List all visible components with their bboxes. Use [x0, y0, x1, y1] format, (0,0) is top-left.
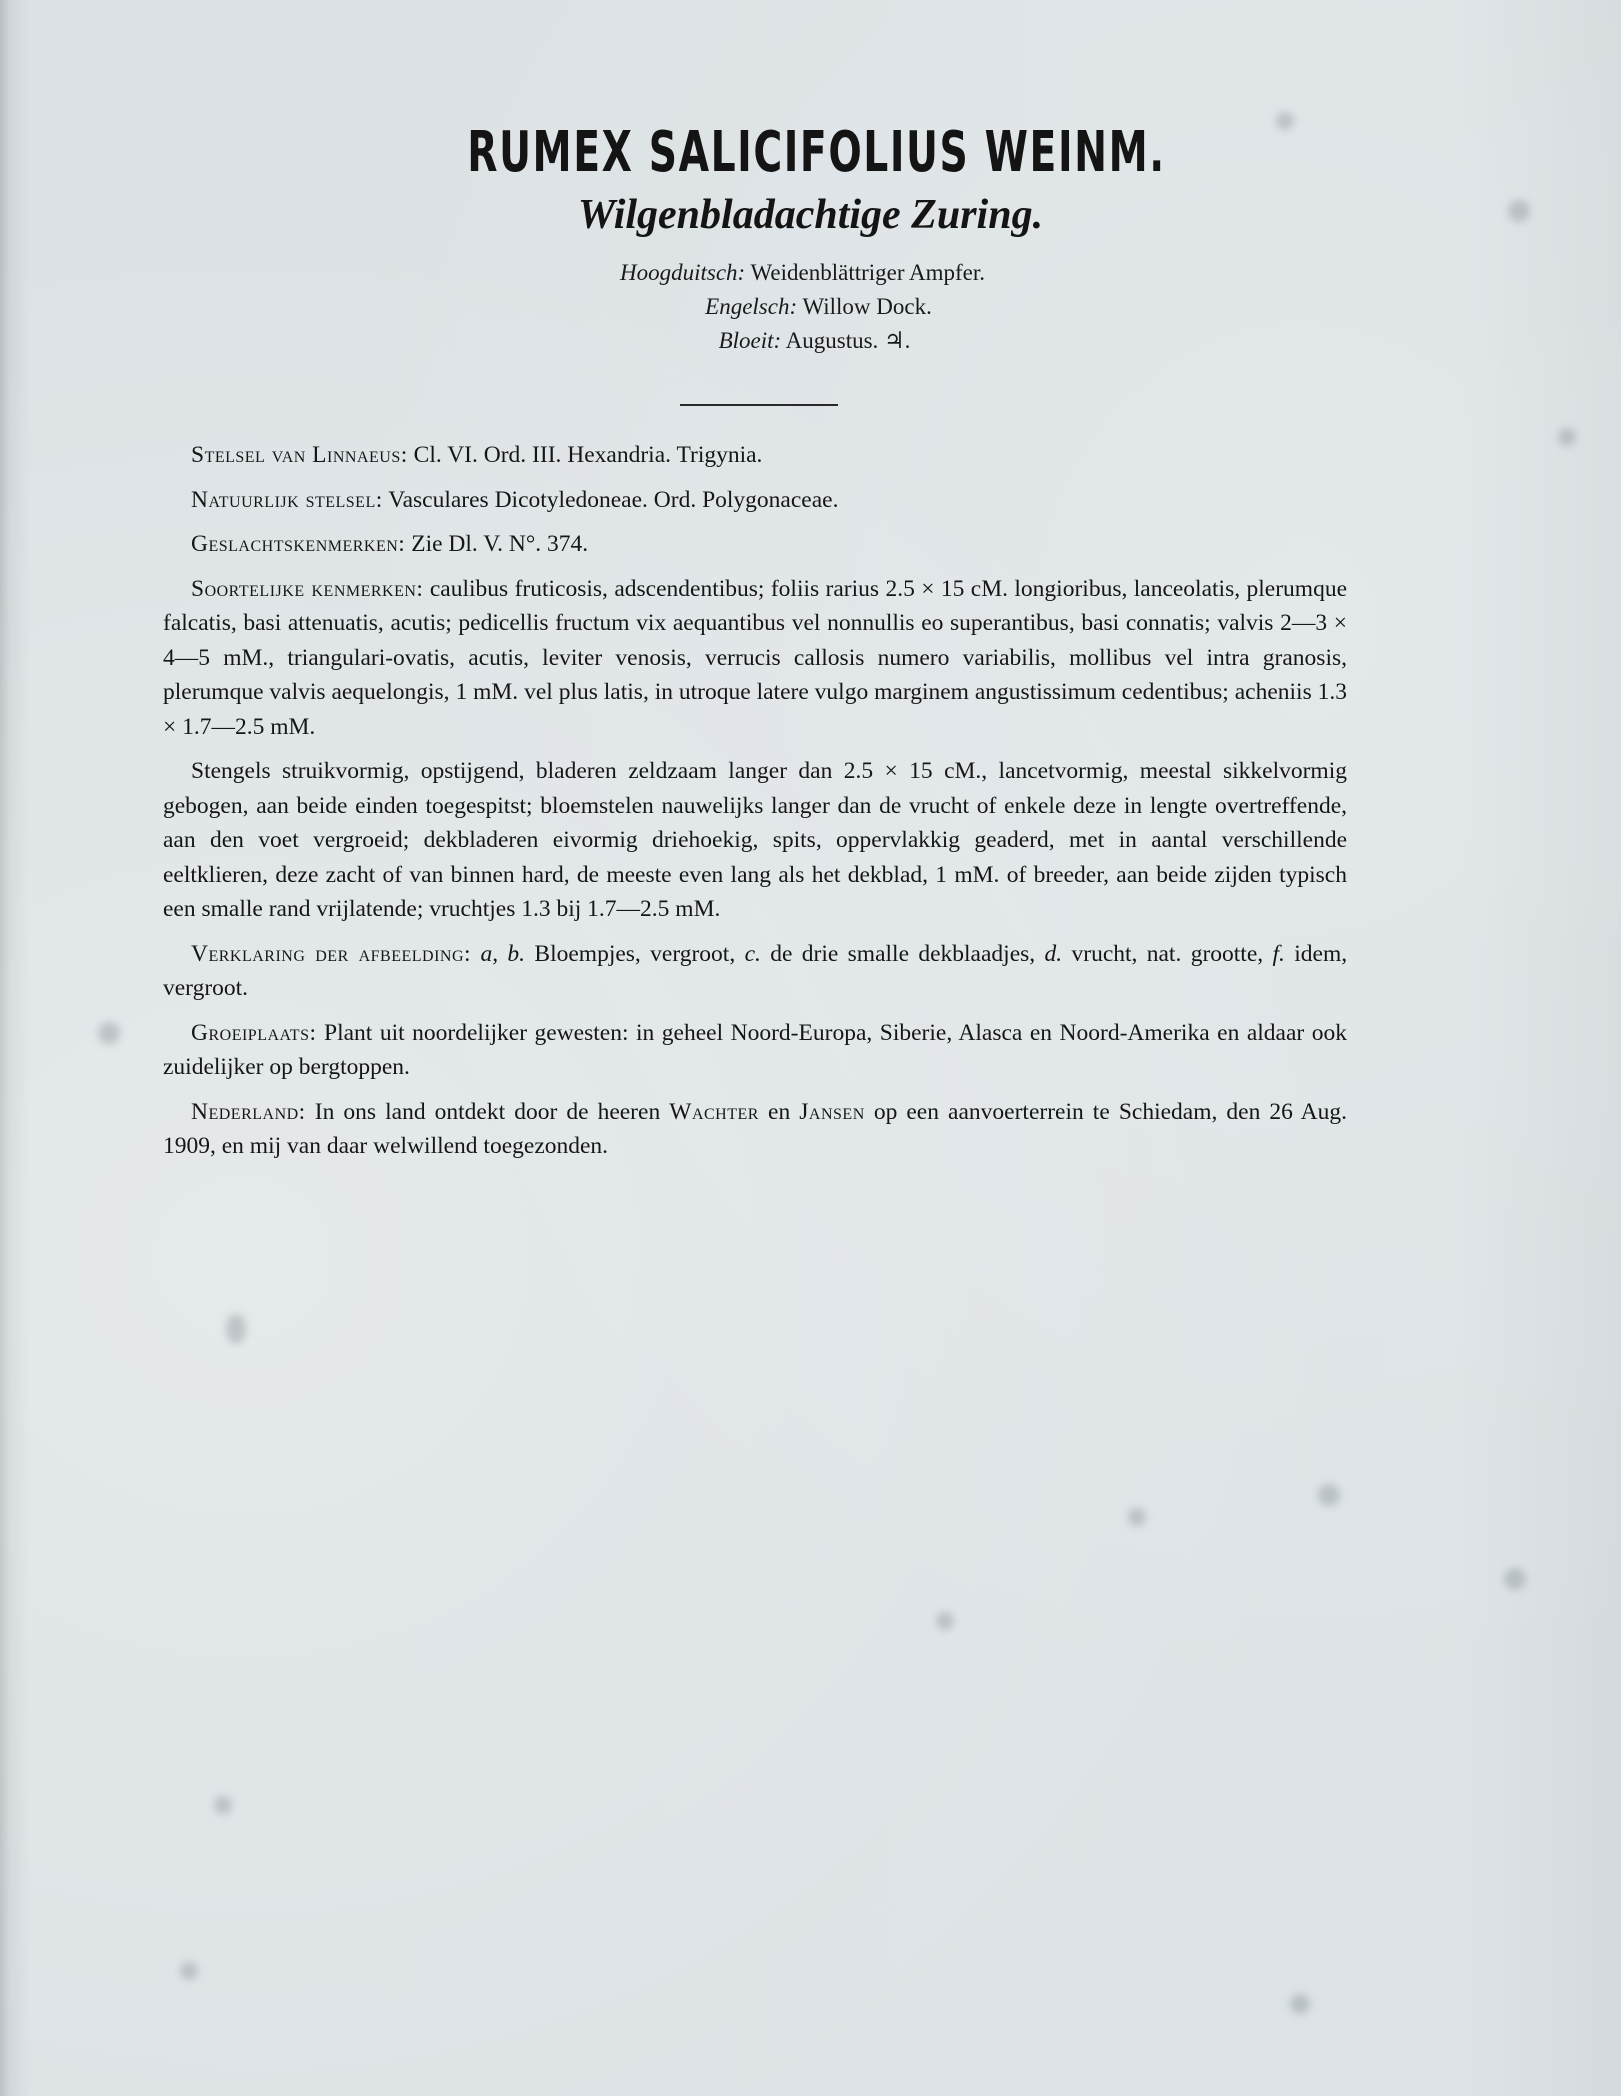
figure-legend-label: Verklaring der afbeelding: — [191, 940, 472, 967]
species-label: Soortelijke kenmerken: — [191, 575, 424, 602]
natural-system-paragraph — [163, 483, 1347, 518]
netherlands-label: Nederland: — [191, 1098, 306, 1125]
paper-spot — [180, 1962, 198, 1980]
species-paragraph — [163, 572, 1347, 745]
genus-text: Zie Dl. V. N°. 374. — [411, 531, 589, 557]
description-body — [163, 438, 1347, 1174]
figure-key-d: d. — [1044, 940, 1063, 967]
paper-spot — [936, 1612, 954, 1630]
flowering-value: Augustus. ♃. — [785, 328, 911, 353]
figure-text-2: de drie smalle dekblaadjes, — [770, 940, 1036, 967]
natural-system-text: Vasculares Dicotyledoneae. Ord. Polygonaceae. — [388, 486, 839, 513]
paper-spot — [1128, 1508, 1146, 1526]
german-label: Hoogduitsch: — [619, 260, 746, 285]
netherlands-text-3: op een aanvoerterrein te Schiedam, den 26 Aug. 1909, en mij van daar welwillend toegezonden. — [163, 1098, 1348, 1159]
habitat-label: Groeiplaats: — [191, 1019, 317, 1046]
genus-label: Geslachtskenmerken: — [191, 531, 406, 557]
figure-text-4: idem, vergroot. — [163, 940, 1348, 1001]
german-name-row — [0, 256, 1613, 290]
linnaeus-paragraph — [163, 438, 1347, 473]
paper-spot — [214, 1796, 232, 1814]
netherlands-text-2: en — [768, 1098, 791, 1125]
collector-name-2: Jansen — [799, 1098, 865, 1125]
figure-legend-paragraph — [163, 937, 1347, 1006]
paper-spot — [226, 1314, 246, 1344]
title-block — [0, 118, 1621, 358]
linnaeus-text: Cl. VI. Ord. III. Hexandria. Trigynia. — [413, 442, 763, 468]
netherlands-text-1: In ons land ontdekt door de heeren — [314, 1098, 661, 1125]
netherlands-paragraph — [163, 1095, 1347, 1164]
figure-key-f: f. — [1272, 940, 1285, 967]
habitat-text: Plant uit noordelijker gewesten: in geheel Noord-Europa, Siberie, Alasca en Noord-Amerika en aldaar ook zuidelijker op bergtoppen. — [163, 1019, 1348, 1080]
natural-system-label: Natuurlijk stelsel: — [191, 486, 383, 513]
collector-name-1: Wachter — [669, 1098, 759, 1125]
species-text: caulibus fruticosis, adscendentibus; foliis rarius 2.5 × 15 cM. longioribus, lanceolatis, plerumque falcatis, basi attenuatis, acutis; pedicellis fructum vix aequantibus vel nonnullis eo superantibus, basi connatis; valvis 2—3 × 4—5 mM., triangulari-ovatis, acutis, leviter venosis, verrucis callosis numero variabilis, mollibus vel intra granosis, plerumque valvis aequelongis, 1 mM. vel plus latis, in utroque latere vulgo marginem angustissimum cedentibus; acheniis 1.3 × 1.7—2.5 mM. — [163, 575, 1347, 740]
page-subtitle: Wilgenbladachtige Zuring. — [577, 192, 1044, 238]
german-name: Weidenblättriger Ampfer. — [750, 260, 986, 285]
linnaeus-label: Stelsel van Linnaeus: — [191, 442, 408, 468]
english-label: Engelsch: — [705, 294, 798, 319]
paper-spot — [1558, 428, 1576, 446]
figure-key-a: a, — [480, 940, 499, 967]
english-name: Willow Dock. — [802, 294, 932, 319]
genus-paragraph — [163, 527, 1347, 562]
figure-text-3: vrucht, nat. grootte, — [1071, 940, 1264, 967]
paper-spot — [1290, 1994, 1310, 2014]
flowering-row — [4, 324, 1621, 358]
vernacular-names — [0, 256, 1621, 358]
figure-key-b: b. — [507, 940, 526, 967]
paper-spot — [98, 1022, 120, 1044]
figure-text-1: Bloempjes, vergroot, — [534, 940, 736, 967]
page-title: RUMEX SALICIFOLIUS WEINM. — [467, 120, 1166, 185]
habitat-paragraph — [163, 1016, 1347, 1085]
figure-key-c: c. — [744, 940, 761, 967]
paper-spot — [1318, 1484, 1340, 1506]
paper-spot — [1504, 1568, 1526, 1590]
separator-rule — [680, 404, 838, 406]
flowering-label: Bloeit: — [718, 328, 782, 353]
dutch-description-paragraph: Stengels struikvormig, opstijgend, bladeren zeldzaam langer dan 2.5 × 15 cM., lancetvormig, meestal sikkelvormig gebogen, aan beide einden toegespitst; bloemstelen nauwelijks langer dan de vrucht of enkele deze in lengte overtreffende, aan den voet vergroeid; dekbladeren eivormig driehoekig, spits, oppervlakkig geaderd, met in aantal verschillende eeltklieren, deze zacht of van binnen hard, de meeste even lang als het dekblad, 1 mM. of breeder, aan beide zijden typisch een smalle rand vrijlatende; vruchtjes 1.3 bij 1.7—2.5 mM. — [163, 758, 1347, 922]
english-name-row — [8, 290, 1621, 324]
